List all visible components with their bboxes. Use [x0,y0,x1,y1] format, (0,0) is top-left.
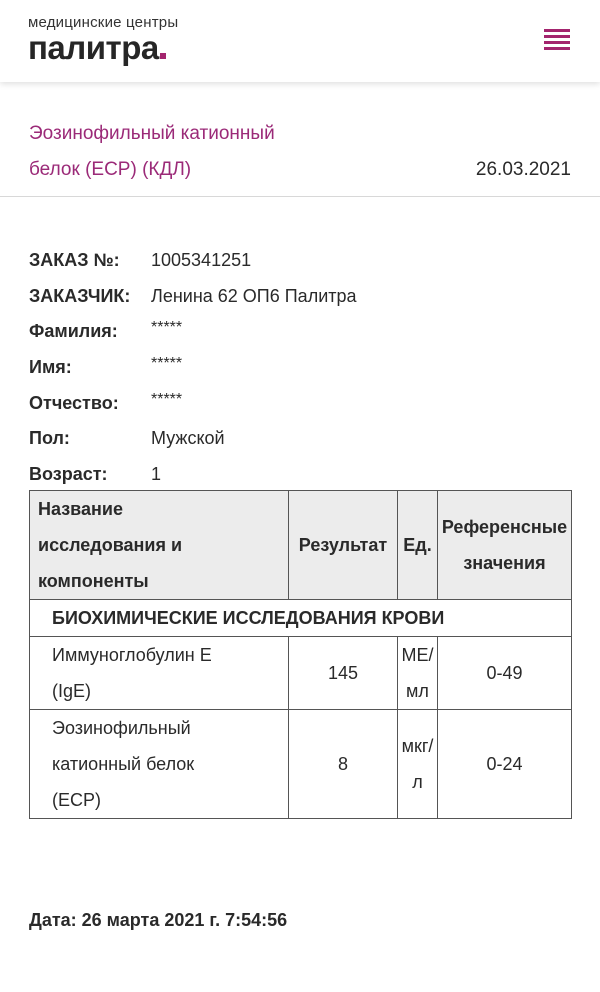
order-info [29,242,574,492]
table-section-row [30,600,572,637]
info-value: ***** [151,319,183,337]
row-reference: 0-24 [438,710,572,819]
report-datetime: Дата: 26 марта 2021 г. 7:54:56 [29,910,288,930]
results-table [29,490,572,819]
info-label: Возраст: [29,464,108,485]
header-name-line: компоненты [38,571,149,591]
info-row-sex [29,420,574,456]
header-result: Результат [289,491,398,600]
row-unit-line: л [412,772,423,792]
info-row-age [29,456,574,492]
brand-logo[interactable] [28,14,178,64]
logo-wordmark [28,29,178,66]
row-name [30,710,289,819]
row-name [30,637,289,710]
row-result: 145 [289,637,398,710]
row-reference: 0-49 [438,637,572,710]
info-value: ***** [151,355,183,373]
row-unit-line: мкг/ [401,736,434,756]
info-label: ЗАКАЗ №: [29,250,120,270]
info-label: ЗАКАЗЧИК: [29,285,131,306]
info-label: Фамилия: [29,321,118,342]
test-title-block [0,82,600,197]
row-name-line: (ECP) [52,790,101,810]
info-value: Мужской [151,428,225,449]
test-date: 26.03.2021 [475,159,571,180]
info-value: 1005341251 [151,250,252,270]
test-name [29,116,359,188]
section-title: БИОХИМИЧЕСКИЕ ИССЛЕДОВАНИЯ КРОВИ [30,600,572,637]
row-unit [398,710,438,819]
info-label: Пол: [29,428,70,449]
logo-wordmark-text: палитра [28,29,159,66]
row-name-line: Иммуноглобулин Е [52,645,212,665]
test-name-line-2: белок (ECP) (КДЛ) [29,159,192,180]
row-unit-line: мл [406,681,429,701]
header-name [30,491,289,600]
app-header [0,0,600,82]
row-name-line: катионный белок [52,754,195,774]
info-label: Имя: [29,357,72,378]
table-header-row [30,491,572,600]
info-row-customer [29,278,574,314]
header-name-line: исследования и [38,535,183,555]
logo-dot-icon [160,53,166,59]
test-name-line-1: Эозинофильный катионный [29,123,275,144]
row-result: 8 [289,710,398,819]
info-row-surname [29,313,574,349]
row-name-line: Эозинофильный [52,718,191,738]
info-row-order [29,242,574,278]
row-unit-line: МЕ/ [401,645,434,665]
info-value: Ленина 62 ОП6 Палитра [151,285,357,306]
table-row [30,637,572,710]
info-label: Отчество: [29,392,119,413]
header-unit: Ед. [398,491,438,600]
info-row-firstname [29,349,574,385]
header-reference-line: значения [463,553,546,573]
header-name-line: Название [38,499,123,519]
table-row [30,710,572,819]
logo-subtitle: медицинские центры [28,14,179,31]
header-reference [438,491,572,600]
row-unit [398,637,438,710]
info-row-patronymic [29,385,574,421]
header-reference-line: Референсные [441,517,568,537]
row-name-line: (IgE) [52,681,92,701]
info-value: ***** [151,390,183,408]
hamburger-menu-icon[interactable] [538,26,572,54]
info-value: 1 [151,464,162,485]
